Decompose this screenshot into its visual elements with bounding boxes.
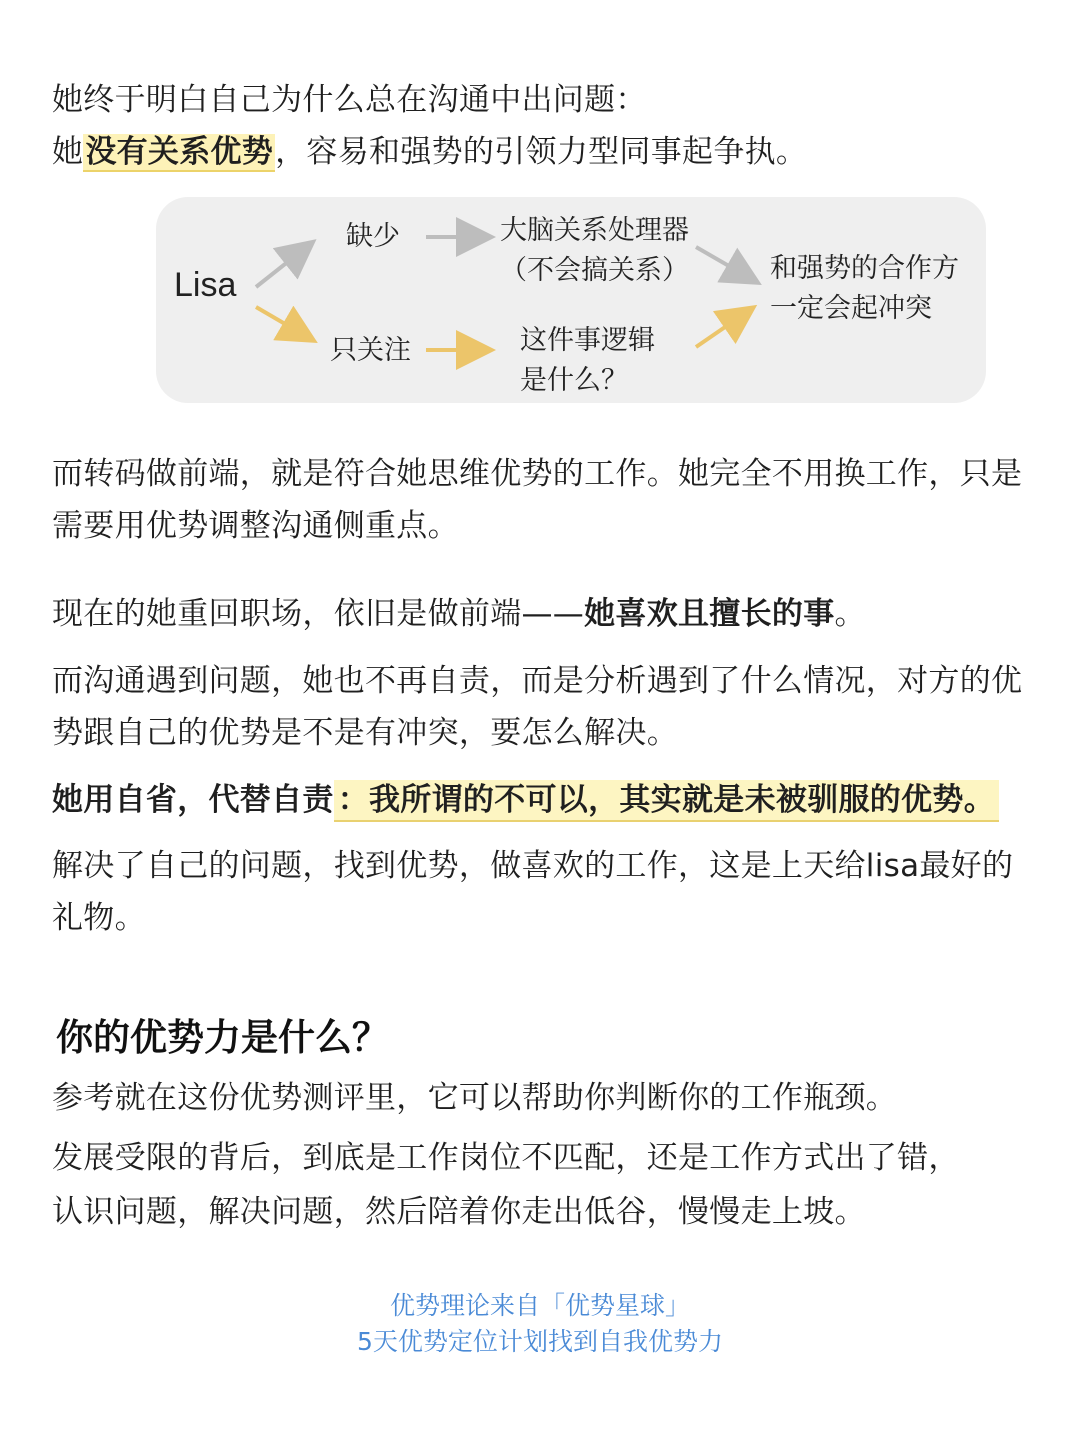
intro-line-2 <box>52 126 1028 178</box>
return-bold: 她喜欢且擅长的事 <box>584 596 835 632</box>
footer-source: 优势理论来自「优势星球」 <box>389 1291 690 1320</box>
diagram-lack-label: 缺少 <box>346 221 400 252</box>
diagram-logic-line-2: 是什么？ <box>520 365 628 396</box>
diagram-result-line-2: 一定会起冲突 <box>770 293 932 324</box>
intro-line-2-pre: 她 <box>52 134 84 170</box>
highlight-untamed-strength: ：我所谓的不可以，其实就是未被驯服的优势。 <box>334 780 999 822</box>
communication-paragraph: 而沟通遇到问题，她也不再自责，而是分析遇到了什么情况，对方的优势跟自己的优势是不是有冲突，要怎么解决。 <box>52 663 1023 751</box>
section-line-2: 发展受限的背后，到底是工作岗位不匹配，还是工作方式出了错， <box>52 1140 960 1176</box>
section-heading: 你的优势力是什么？ <box>56 1016 389 1059</box>
diagram-brain-line-1: 大脑关系处理器 <box>500 215 689 246</box>
section-line-1: 参考就在这份优势测评里，它可以帮助你判断你的工作瓶颈。 <box>52 1080 898 1116</box>
career-paragraph: 而转码做前端，就是符合她思维优势的工作。她完全不用换工作，只是需要用优势调整沟通侧重点。 <box>52 456 1023 544</box>
relationship-diagram <box>156 197 986 403</box>
highlight-no-relationship-strength: 没有关系优势 <box>85 134 274 170</box>
intro-paragraph <box>52 74 1028 178</box>
diagram-logic-node <box>520 321 655 401</box>
diagram-conflict-result <box>770 249 959 329</box>
intro-line-2-post: ，容易和强势的引领力型同事起争执。 <box>275 134 808 170</box>
gift-paragraph: 解决了自己的问题，找到优势，做喜欢的工作，这是上天给lisa最好的礼物。 <box>52 848 1014 936</box>
diagram-brain-processor <box>500 211 689 291</box>
arrow-lisa-to-lack <box>256 249 304 287</box>
arrow-lisa-to-focus <box>256 307 304 335</box>
return-post: 。 <box>834 596 866 632</box>
arrow-brain-to-result <box>696 247 748 277</box>
self-reflection-paragraph <box>52 774 1028 826</box>
footer-plan: 5天优势定位计划找到自我优势力 <box>357 1327 723 1356</box>
return-pre: 现在的她重回职场，依旧是做前端—— <box>52 596 585 632</box>
diagram-focus-label: 只关注 <box>330 335 411 366</box>
intro-line-1: 她终于明白自己为什么总在沟通中出问题： <box>52 82 647 118</box>
section-line-3: 认识问题，解决问题，然后陪着你走出低谷，慢慢走上坡。 <box>52 1194 866 1230</box>
diagram-lisa-label: Lisa <box>174 266 237 304</box>
diagram-logic-line-1: 这件事逻辑 <box>520 325 655 356</box>
diagram-brain-line-2: （不会搞关系） <box>500 255 689 286</box>
diagram-result-line-1: 和强势的合作方 <box>770 253 959 284</box>
self-reflection-bold: 她用自省，代替自责 <box>52 782 334 818</box>
arrow-logic-to-result <box>696 314 744 347</box>
return-to-work-paragraph <box>52 588 1028 640</box>
